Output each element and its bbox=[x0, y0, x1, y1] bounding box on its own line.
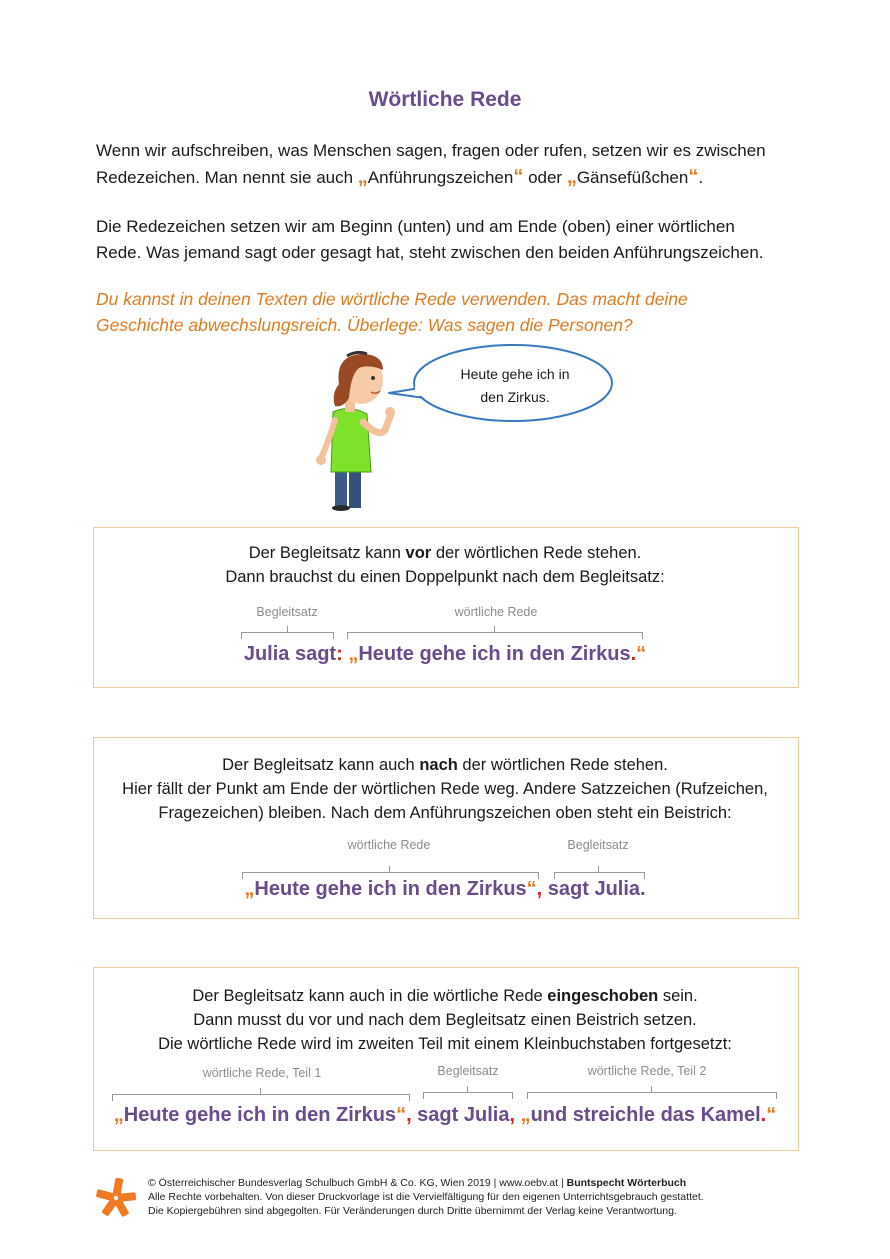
rule-box-after-text bbox=[93, 753, 797, 825]
box2-line-3: Fragezeichen) bleiben. Nach dem Anführungszeichen oben steht ein Beistrich: bbox=[158, 804, 732, 822]
box1-line-1: Der Begleitsatz kann vor der wörtlichen Rede stehen. bbox=[248, 544, 642, 562]
box1-label-begleitsatz: Begleitsatz bbox=[256, 605, 318, 619]
girl-leg-right bbox=[349, 468, 361, 508]
footer-line-2: Alle Rechte vorbehalten. Von dieser Druckvorlage ist die Vervielfältigung für den eigenen Unterrichtsgebrauch gestattet. bbox=[148, 1191, 704, 1203]
box1-bracket-begleitsatz bbox=[241, 632, 334, 639]
box3-bracket-teil2 bbox=[527, 1092, 777, 1099]
intro-line-2: Redezeichen. Man nennt sie auch „Anführungszeichen“ oder „Gänsefüßchen“. bbox=[96, 166, 704, 188]
box1-bracket-begleitsatz-tick bbox=[287, 626, 288, 632]
box1-bracket-rede-tick bbox=[494, 626, 495, 632]
intro-line-1: Wenn wir aufschreiben, was Menschen sagen, fragen oder rufen, setzen wir es zwischen bbox=[96, 141, 766, 160]
box3-bracket-teil1 bbox=[112, 1094, 410, 1101]
intro-paragraph bbox=[96, 138, 816, 191]
girl-leg-left bbox=[335, 468, 347, 508]
footer-line-3: Die Kopiergebühren sind abgegolten. Für Veränderungen durch Dritte übernimmt der Verlag keine Verantwortung. bbox=[148, 1205, 677, 1217]
girl-eye bbox=[371, 376, 375, 380]
bubble-line-1: Heute gehe ich in bbox=[460, 366, 570, 382]
box2-line-2: Hier fällt der Punkt am Ende der wörtlichen Rede weg. Andere Satzzeichen (Rufzeichen, bbox=[122, 780, 768, 798]
girl-shoe bbox=[332, 505, 350, 511]
tip-paragraph bbox=[96, 286, 816, 338]
para2-line-1: Die Redezeichen setzen wir am Beginn (unten) und am Ende (oben) einer wörtlichen bbox=[96, 217, 735, 236]
para2-line-2: Rede. Was jemand sagt oder gesagt hat, steht zwischen den beiden Anführungszeichen. bbox=[96, 243, 764, 262]
box1-label-woertliche-rede: wörtliche Rede bbox=[454, 605, 538, 619]
box2-label-begleitsatz: Begleitsatz bbox=[567, 838, 629, 852]
box2-label-woertliche-rede: wörtliche Rede bbox=[347, 838, 431, 852]
box3-line-1: Der Begleitsatz kann auch in die wörtliche Rede eingeschoben sein. bbox=[192, 987, 698, 1005]
tip-line-2: Geschichte abwechslungsreich. Überlege: Was sagen die Personen? bbox=[96, 315, 633, 335]
box3-label-begleitsatz: Begleitsatz bbox=[437, 1064, 499, 1078]
box3-bracket-teil1-tick bbox=[260, 1088, 261, 1094]
bubble-line-2: den Zirkus. bbox=[480, 389, 550, 405]
page-title: Wörtliche Rede bbox=[368, 88, 522, 111]
footer bbox=[148, 1176, 704, 1218]
box1-example-sentence: Julia sagt: „Heute gehe ich in den Zirkus.“ bbox=[243, 643, 647, 665]
footer-line-1: © Österreichischer Bundesverlag Schulbuch GmbH & Co. KG, Wien 2019 | www.oebv.at | Buntspecht Wörterbuch bbox=[148, 1177, 687, 1189]
box2-example-sentence: „Heute gehe ich in den Zirkus“, sagt Julia. bbox=[244, 878, 646, 900]
box3-bracket-teil2-tick bbox=[651, 1086, 652, 1092]
rule-box-inserted-text bbox=[93, 984, 797, 1056]
box2-bracket-rede-tick bbox=[389, 866, 390, 872]
box3-line-3: Die wörtliche Rede wird im zweiten Teil mit einem Kleinbuchstaben fortgesetzt: bbox=[158, 1035, 732, 1053]
box3-bracket-begleitsatz bbox=[423, 1092, 513, 1099]
box3-example-sentence: „Heute gehe ich in den Zirkus“, sagt Julia, „und streichle das Kamel.“ bbox=[113, 1104, 777, 1126]
publisher-logo-icon bbox=[96, 1176, 136, 1220]
speech-bubble-join bbox=[415, 386, 429, 396]
box1-bracket-rede bbox=[347, 632, 643, 639]
box1-line-2: Dann brauchst du einen Doppelpunkt nach dem Begleitsatz: bbox=[225, 568, 665, 586]
speech-bubble-text bbox=[440, 363, 590, 409]
redezeichen-paragraph bbox=[96, 214, 816, 266]
box3-label-teil2: wörtliche Rede, Teil 2 bbox=[587, 1064, 707, 1078]
box2-line-1: Der Begleitsatz kann auch nach der wörtlichen Rede stehen. bbox=[222, 756, 668, 774]
tip-line-1: Du kannst in deinen Texten die wörtliche Rede verwenden. Das macht deine bbox=[96, 289, 688, 309]
box3-bracket-begleitsatz-tick bbox=[467, 1086, 468, 1092]
box3-line-2: Dann musst du vor und nach dem Begleitsatz einen Beistrich setzen. bbox=[193, 1011, 697, 1029]
rule-box-before-text bbox=[93, 541, 797, 589]
box2-bracket-begleitsatz-tick bbox=[598, 866, 599, 872]
box3-label-teil1: wörtliche Rede, Teil 1 bbox=[202, 1066, 322, 1080]
